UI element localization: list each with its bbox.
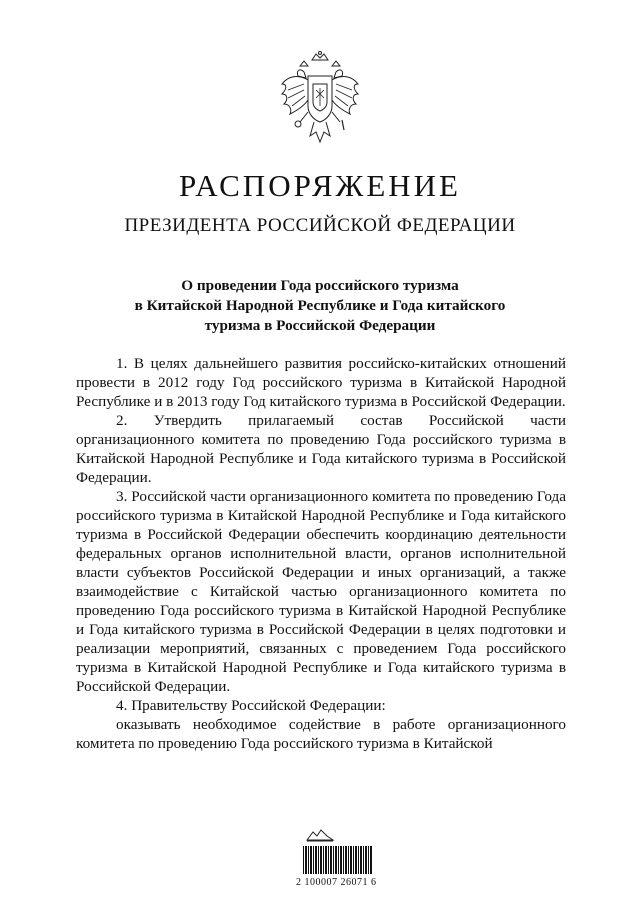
- heading-line: в Китайской Народной Республике и Года китайского: [134, 297, 506, 314]
- ticket-mark-icon: [305, 828, 335, 842]
- coat-of-arms-icon: [278, 50, 362, 150]
- heading-line: туризма в Российской Федерации: [204, 317, 436, 334]
- barcode-image: [303, 846, 373, 874]
- document-type-title: РАСПОРЯЖЕНИЕ: [179, 168, 461, 203]
- paragraph: 3. Российской части организационного комитета по проведению Года российского туризма в Китайской Народной Республике и Года китайского туризма в Российской Федерации обеспечить координацию деятельности федеральных органов исполнительной власти, органов исполнительной власти субъектов Российской Федерации и иных организаций, а также взаимодействие с Китайской частью организационного комитета по проведению Года российского туризма в Китайской Народной Республике и Года китайского туризма в Российской Федерации в целях подготовки и реализации мероприятий, связанных с проведением Года российского туризма в Китайской Народной Республике и Года китайского туризма в Российской Федерации.: [76, 488, 566, 695]
- paragraph: 2. Утвердить прилагаемый состав Российской части организационного комитета по проведению Года российского туризма в Китайской Народной Республике и Года китайского туризма в Российской Федерации.: [76, 412, 566, 486]
- paragraph: оказывать необходимое содействие в работе организационного комитета по проведению Года российского туризма в Китайской: [76, 716, 566, 752]
- document-body: [76, 354, 566, 753]
- barcode-number: 2 100007 26071 6: [296, 877, 377, 888]
- heading-line: О проведении Года российского туризма: [181, 277, 459, 294]
- paragraph: 4. Правительству Российской Федерации:: [116, 697, 386, 714]
- issuer-subtitle: ПРЕЗИДЕНТА РОССИЙСКОЙ ФЕДЕРАЦИИ: [124, 215, 516, 236]
- paragraph: 1. В целях дальнейшего развития российско-китайских отношений провести в 2012 году Год российского туризма в Китайской Народной Республике и в 2013 году Год китайского туризма в Российской Федерации.: [76, 355, 566, 410]
- document-heading: [60, 276, 580, 336]
